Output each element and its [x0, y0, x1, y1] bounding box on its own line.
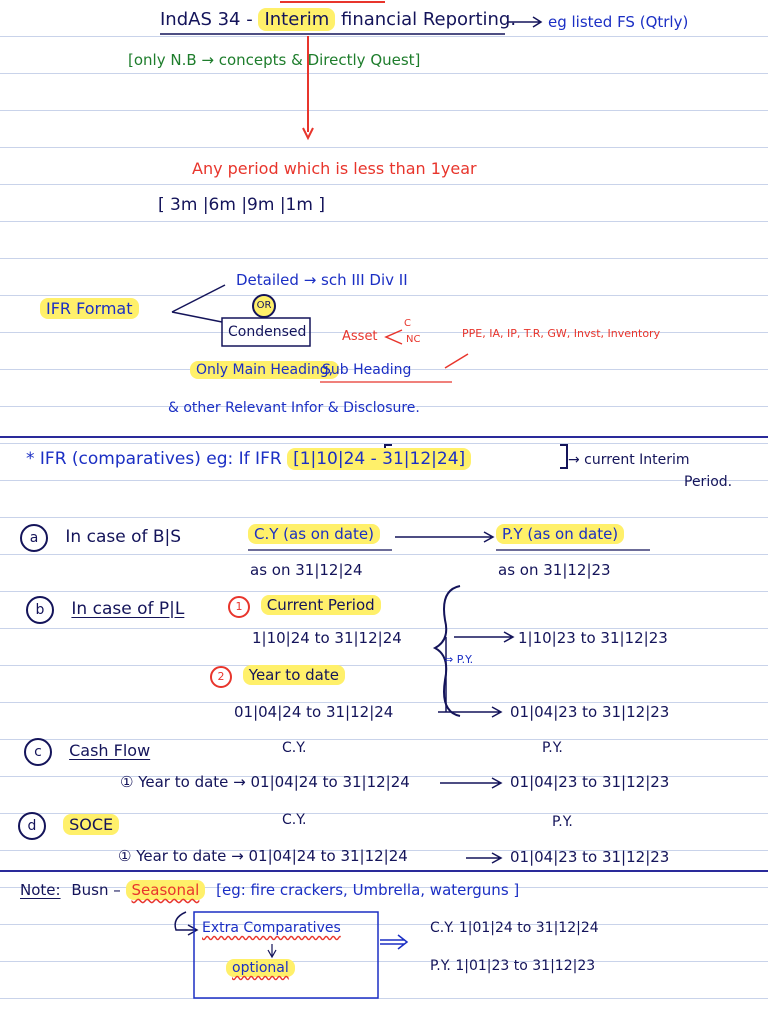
soce-cy: C.Y.: [282, 812, 307, 828]
separator-2: [0, 870, 768, 872]
bs-py-date: as on 31|12|23: [498, 561, 611, 579]
format-condensed: Condensed: [228, 324, 307, 340]
title-suffix: financial Reporting.: [341, 9, 517, 30]
cash-ytd: ① Year to date → 01|04|24 to 31|12|24: [120, 773, 410, 791]
cash-row: c Cash Flow: [24, 738, 150, 766]
note-optional: optional: [226, 960, 295, 976]
title-note: [only N.B → concepts & Directly Quest]: [128, 51, 421, 69]
soce-py: P.Y.: [552, 814, 573, 830]
title-line: [160, 10, 516, 31]
title-example: eg listed FS (Qtrly): [548, 13, 689, 31]
format-label: IFR Format: [40, 300, 139, 318]
pl-row: b In case of P|L: [26, 596, 184, 624]
separator-1: [0, 436, 768, 438]
cash-py: P.Y.: [542, 740, 563, 756]
note-py: P.Y. 1|01|23 to 31|12|23: [430, 958, 596, 974]
period-options: [ 3m |6m |9m |1m ]: [158, 195, 325, 215]
bs-marker: a: [20, 524, 48, 552]
title-prefix: IndAS 34 -: [160, 9, 253, 30]
cash-cy: C.Y.: [282, 740, 307, 756]
bs-cy: C.Y (as on date): [248, 526, 380, 543]
format-detailed: Detailed → sch III Div II: [236, 271, 408, 289]
format-or: OR: [252, 294, 276, 318]
soce-row: d SOCE: [18, 812, 119, 840]
pl-item2-dates: 01|04|24 to 31|12|24: [234, 703, 394, 721]
format-heading-main: Only Main Heading,: [190, 362, 339, 378]
format-asset: Asset: [342, 329, 378, 344]
cash-ytd-py: 01|04|23 to 31|12|23: [510, 773, 670, 791]
soce-ytd: ① Year to date → 01|04|24 to 31|12|24: [118, 847, 408, 865]
pl-marker: b: [26, 596, 54, 624]
format-asset-nc: NC: [406, 334, 421, 345]
period-definition: Any period which is less than 1year: [192, 159, 477, 178]
format-heading-sub: Sub Heading: [322, 362, 412, 378]
format-asset-c: C: [404, 318, 411, 329]
note-extra: Extra Comparatives: [202, 920, 341, 936]
pl-item1-py: 1|10|23 to 31|12|23: [518, 629, 668, 647]
title-highlight: Interim: [258, 8, 335, 31]
pl-item2: 2 Year to date: [210, 666, 345, 688]
comparatives-period-word: Period.: [684, 474, 733, 490]
pl-py-label: ⇒ P.Y.: [444, 653, 474, 666]
format-sub-heading-items: PPE, IA, IP, T.R, GW, Invst, Inventory: [462, 327, 661, 340]
note-cy: C.Y. 1|01|24 to 31|12|24: [430, 920, 599, 936]
bs-cy-date: as on 31|12|24: [250, 561, 363, 579]
pl-item1: 1 Current Period: [228, 596, 381, 618]
soce-marker: d: [18, 812, 46, 840]
note-row: Note: Busn – Seasonal [eg: fire crackers, Umbrella, waterguns ]: [20, 881, 520, 899]
cash-marker: c: [24, 738, 52, 766]
pl-item1-dates: 1|10|24 to 31|12|24: [252, 629, 402, 647]
comparatives-arrow-text: → current Interim: [568, 452, 690, 468]
comparatives-title: * IFR (comparatives) eg: If IFR [1|10|24 - 31|12|24]: [26, 450, 471, 470]
pl-item2-py: 01|04|23 to 31|12|23: [510, 703, 670, 721]
bs-py: P.Y (as on date): [496, 526, 624, 543]
bs-row: a In case of B|S: [20, 524, 181, 552]
format-other: & other Relevant Infor & Disclosure.: [168, 400, 420, 416]
soce-ytd-py: 01|04|23 to 31|12|23: [510, 848, 670, 866]
